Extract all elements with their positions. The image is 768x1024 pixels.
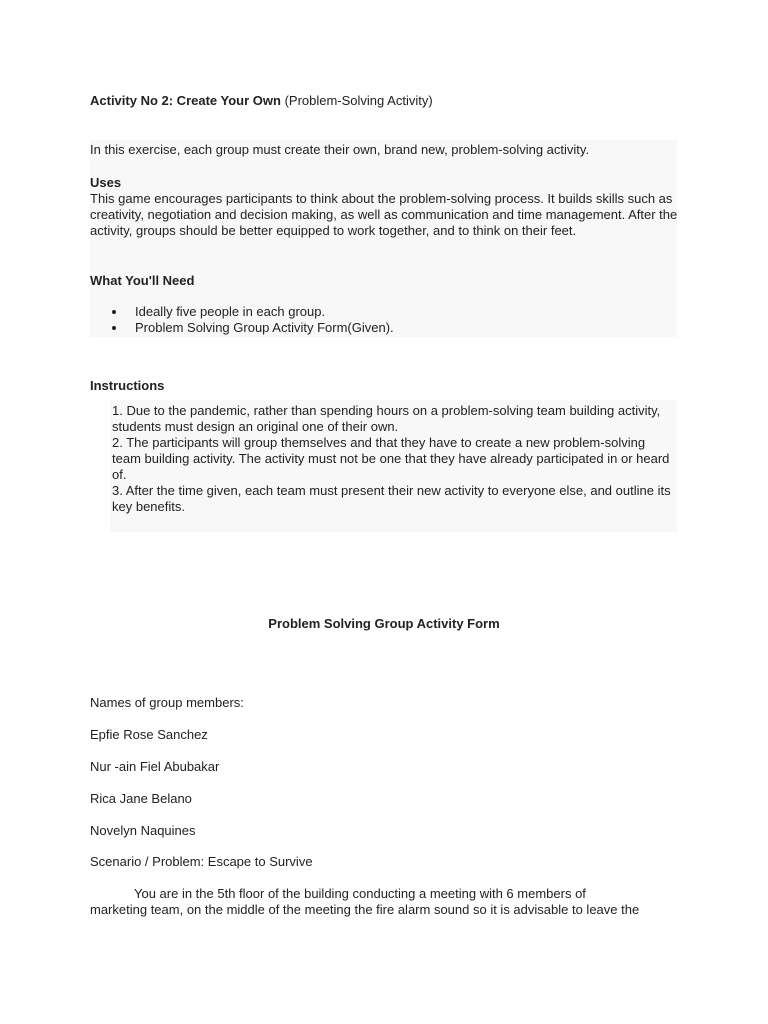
story-line-1: You are in the 5th floor of the building conducting a meeting with 6 members of [134, 886, 586, 901]
member-name: Rica Jane Belano [90, 791, 192, 806]
instruction-step: 2. The participants will group themselves and that they have to create a new problem-solving team building activity. The activity must not be one that they have already participated in or heard of. [112, 435, 670, 482]
intro-text: In this exercise, each group must create their own, brand new, problem-solving activity. [90, 142, 590, 157]
story-line-2: marketing team, on the middle of the meeting the fire alarm sound so it is advisable to leave the [90, 902, 640, 917]
uses-heading: Uses [90, 175, 122, 190]
bullet-icon [112, 310, 116, 314]
list-item: Problem Solving Group Activity Form(Given). [110, 320, 394, 336]
instruction-step: 1. Due to the pandemic, rather than spending hours on a problem-solving team building activity, students must design an original one of their own. [112, 403, 661, 434]
instructions-heading: Instructions [90, 378, 165, 393]
member-name: Novelyn Naquines [90, 823, 196, 838]
members-label: Names of group members: [90, 695, 244, 710]
uses-text: This game encourages participants to think about the problem-solving process. It builds skills such as creativity, negotiation and decision making, as well as communication and time management. After the activity, groups should be better equipped to work together, and to think on their feet. [90, 191, 678, 238]
activity-title [90, 93, 433, 109]
instructions-steps [112, 403, 672, 515]
scenario-text: Scenario / Problem: Escape to Survive [90, 854, 313, 869]
instruction-step: 3. After the time given, each team must present their new activity to everyone else, and outline its key benefits. [112, 483, 671, 514]
activity-title-bold: Activity No 2: Create Your Own [90, 93, 281, 108]
list-item: Ideally five people in each group. [110, 304, 394, 320]
needs-heading: What You'll Need [90, 273, 195, 288]
needs-list [110, 304, 394, 336]
member-name: Epfie Rose Sanchez [90, 727, 208, 742]
member-name: Nur -ain Fiel Abubakar [90, 759, 220, 774]
bullet-icon [112, 326, 116, 330]
form-title: Problem Solving Group Activity Form [268, 616, 500, 631]
activity-title-rest: (Problem-Solving Activity) [280, 93, 433, 108]
